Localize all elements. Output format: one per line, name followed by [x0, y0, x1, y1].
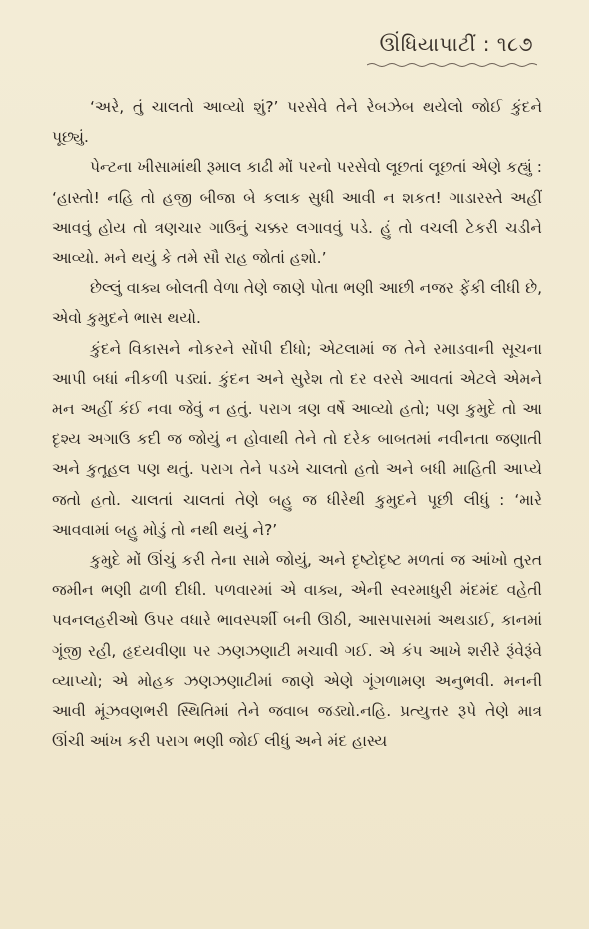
paragraph-2: પેન્ટના ખીસામાંથી રૂમાલ કાઢી મોં પરનો પરસેવો લૂછતાં લૂછતાં એણે કહ્યું : ‘હાસ્તો! નહિ તો હજી બીજા બે કલાક સુધી આવી ન શકત! ગાડારસ્તે અહીં આવવું હોય તો ત્રણચાર ગાઉનું ચક્કર લગાવવું પડે. હું તો વચલી ટેકરી ચડીને આવ્યો. મને થયું કે તમે સૌ રાહ જોતાં હશો.’: [52, 158, 542, 268]
paragraph-5: કુમુદે મોં ઊંચું કરી તેના સામે જોયું, અને દૃષ્ટોદૃષ્ટ મળતાં જ આંખો તુરત જમીન ભણી ઢાળી દીધી. પળવારમાં એ વાક્ય, એની સ્વરમાધુરી મંદમંદ વહેતી પવનલહરીઓ ઉપર વધારે ભાવસ્પર્શી બની ઊઠી, આસપાસમાં અથડાઈ, કાનમાં ગૂંજી રહી, હૃદયવીણા પર ઝણઝણાટી મચાવી ગઈ. એ કંપ આખે શરીરે રૂંવેરૂંવે વ્યાપ્યો; એ મોહક ઝણઝણાટીમાં જાણે એણે ગૂંગળામણ અનુભવી. મનની આવી મૂંઝવણભરી સ્થિતિમાં તેને જવાબ જડ્યો.નહિ. પ્રત્યુત્તર રૂપે તેણે માત્ર ઊંચી આંખ કરી પરાગ ભણી જોઈ લીધું અને મંદ હાસ્ય: [52, 551, 542, 751]
paragraph-3: છેલ્લું વાક્ય બોલતી વેળા તેણે જાણે પોતા ભણી આછી નજર ફેંકી લીધી છે, એવો કુમુદને ભાસ થયો.: [52, 279, 542, 328]
running-header: ઊંધિયાપાટીં : ૧૮૭: [379, 32, 533, 56]
paragraph-1: ‘અરે, તું ચાલતો આવ્યો શું?’ પરસેવે તેને રેબઝેબ થયેલો જોઈ કુંદને પૂછ્યું.: [52, 98, 542, 147]
wavy-rule: [367, 62, 537, 68]
paragraph-4: કુંદને વિકાસને નોકરને સોંપી દીધો; એટલામાં જ તેને રમાડવાની સૂચના આપી બધાં નીકળી પડ્યાં. કુંદન અને સુરેશ તો દર વરસે આવતાં એટલે એમને મન અહીં કંઈ નવા જેવું ન હતું. પરાગ ત્રણ વર્ષે આવ્યો હતો; પણ કુમુદે તો આ દૃશ્ય અગાઉ કદી જ જોયું ન હોવાથી તેને તો દરેક બાબતમાં નવીનતા જણાતી અને કુતૂહલ પણ થતું. પરાગ તેને પડખે ચાલતો હતો અને બધી માહિતી આપ્યે જતો હતો. ચાલતાં ચાલતાં તેણે બહુ જ ધીરેથી કુમુદને પૂછી લીધું : ‘મારે આવવામાં બહુ મોડું તો નથી થયું ને?’: [52, 339, 542, 539]
body-text: [52, 92, 542, 756]
